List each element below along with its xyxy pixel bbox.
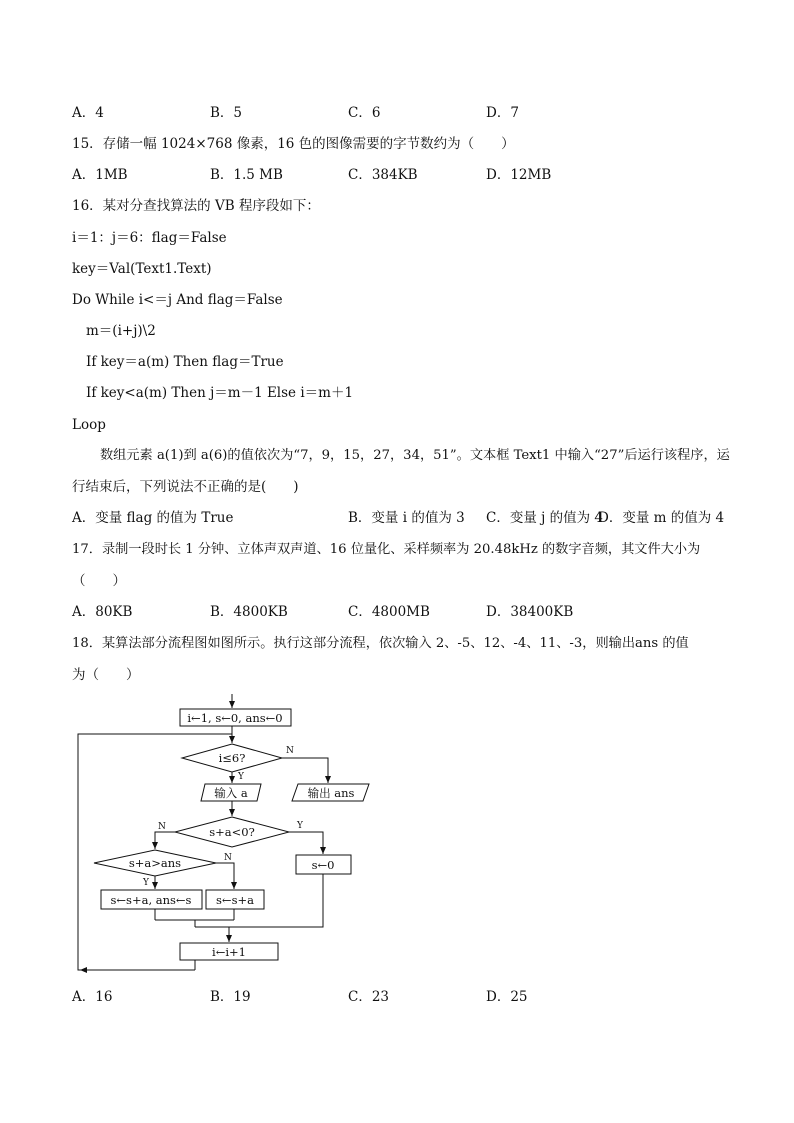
q14-option-d: D．7	[486, 105, 519, 121]
q18-option-d: D．25	[486, 989, 528, 1005]
q16-code-line: key＝Val(Text1.Text)	[72, 261, 212, 277]
q16-option-c: C．变量 j 的值为 4	[486, 510, 603, 526]
q15-option-b: B．1.5 MB	[210, 167, 283, 183]
input-label: 输入 a	[214, 786, 248, 800]
q17-stem: 17．录制一段时长 1 分钟、立体声双声道、16 位量化、采样频率为 20.48kHz 的数字音频，其文件大小为	[72, 542, 701, 557]
cond3-label: s+a>ans	[128, 856, 182, 870]
q15-option-d: D．12MB	[486, 167, 552, 183]
q15-option-c: C．384KB	[348, 167, 418, 183]
q16-code-line: Do While i<＝j And flag＝False	[72, 292, 283, 308]
q14-option-a: A．4	[72, 105, 104, 121]
q16-stem: 16．某对分查找算法的 VB 程序段如下：	[72, 198, 320, 214]
q15-option-a: A．1MB	[72, 167, 128, 183]
cond1-label: i≤6?	[218, 751, 246, 765]
q16-code-line: If key＝a(m) Then flag＝True	[86, 354, 284, 370]
q14-option-b: B．5	[210, 105, 243, 121]
q15-stem: 15．存储一幅 1024×768 像素，16 色的图像需要的字节数约为（ ）	[72, 136, 515, 152]
cond2-label: s+a<0?	[209, 825, 255, 839]
no-label: N	[286, 746, 294, 756]
output-label: 输出 ans	[307, 786, 355, 800]
assign2-label: s←s+a	[216, 893, 254, 907]
q18-option-b: B．19	[210, 989, 251, 1005]
assign3-label: s←0	[311, 858, 335, 872]
q16-paragraph: 数组元素 a(1)到 a(6)的值依次为“7，9，15，27，34，51”。文本框 Text1 中输入“27”后运行该程序，运	[100, 448, 730, 463]
init-label: i←1, s←0, ans←0	[187, 711, 283, 725]
yes-label: Y	[143, 878, 149, 888]
q17-stem-cont: （ ）	[72, 573, 126, 589]
no-label: N	[224, 853, 232, 863]
q16-option-d: D．变量 m 的值为 4	[598, 510, 725, 526]
q16-code-line: i＝1：j＝6：flag＝False	[72, 230, 227, 246]
q17-option-c: C．4800MB	[348, 604, 430, 620]
q16-paragraph: 行结束后，下列说法不正确的是( )	[72, 479, 299, 495]
q16-option-b: B．变量 i 的值为 3	[348, 510, 465, 526]
q17-option-a: A．80KB	[72, 604, 133, 620]
q17-option-b: B．4800KB	[210, 604, 288, 620]
yes-label: Y	[297, 821, 303, 831]
q14-option-c: C．6	[348, 105, 381, 121]
q18-stem: 18．某算法部分流程图如图所示。执行这部分流程，依次输入 2、-5、12、-4、11、-3，则输出ans 的值	[72, 636, 689, 651]
assign1-label: s←s+a, ans←s	[110, 893, 192, 907]
q17-option-d: D．38400KB	[486, 604, 574, 620]
q16-code-line: m＝(i+j)\2	[86, 323, 156, 339]
no-label: N	[158, 822, 166, 832]
q16-option-a: A．变量 flag 的值为 True	[72, 510, 234, 526]
q18-option-c: C．23	[348, 989, 390, 1005]
q16-code-line: Loop	[72, 417, 106, 433]
incr-label: i←i+1	[212, 945, 246, 959]
yes-label: Y	[238, 772, 244, 782]
q18-stem-cont: 为（ ）	[72, 667, 140, 683]
q18-option-a: A．16	[72, 989, 113, 1005]
q16-code-line: If key<a(m) Then j＝m－1 Else i＝m＋1	[86, 385, 354, 401]
